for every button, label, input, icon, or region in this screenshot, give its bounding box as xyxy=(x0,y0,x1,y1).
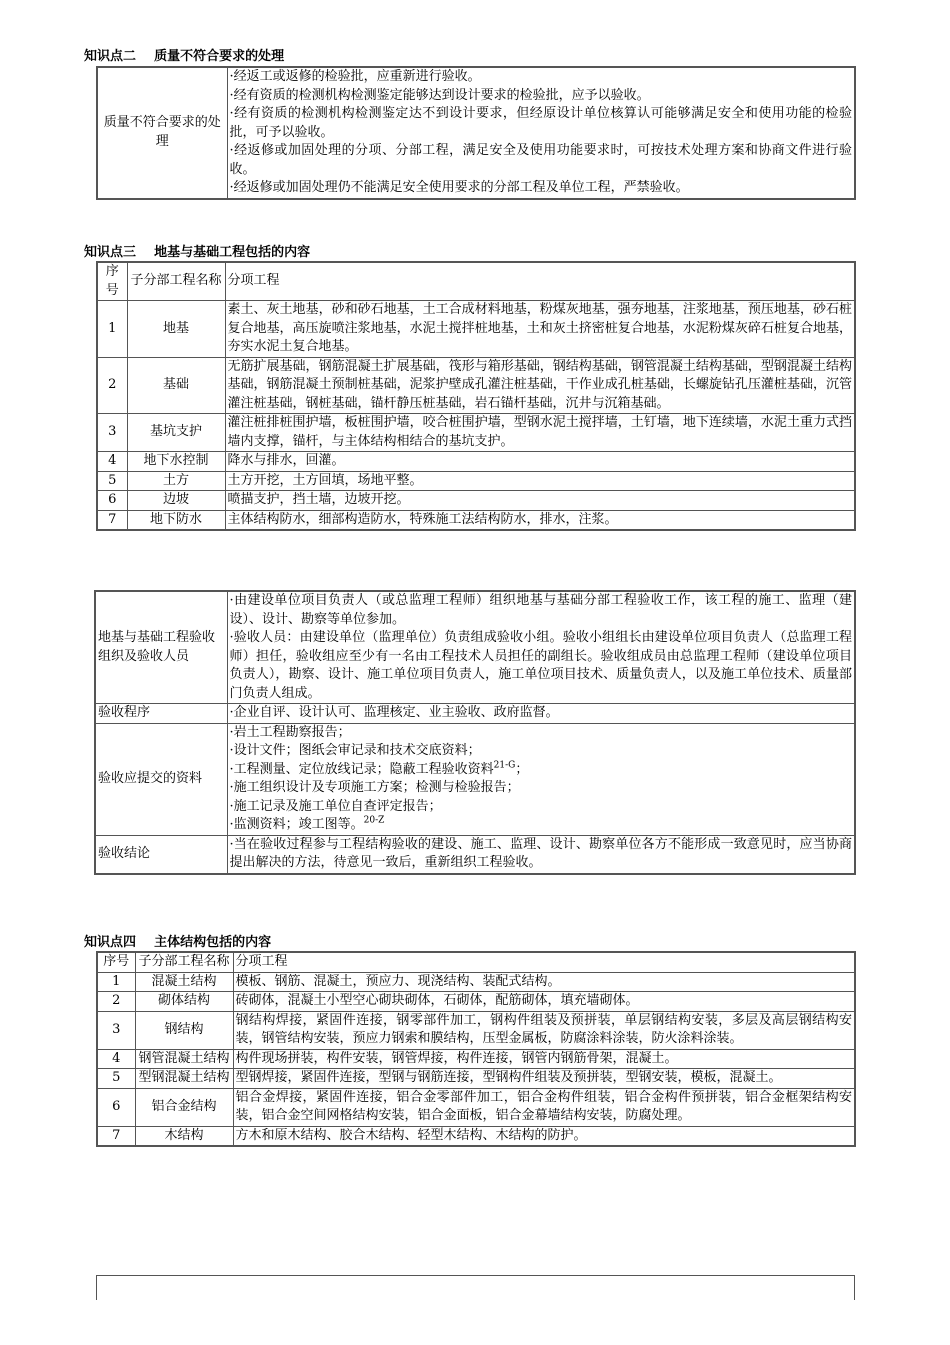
row-items: 模板、钢筋、混凝土，预应力、现浇结构、装配式结构。 xyxy=(233,972,855,992)
table-row xyxy=(97,1126,855,1146)
row-no: 3 xyxy=(97,414,127,452)
acceptance-table xyxy=(94,590,856,875)
row-items: 降水与排水，回灌。 xyxy=(225,452,855,472)
row-no: 2 xyxy=(97,992,135,1012)
row-name: 基础 xyxy=(127,357,225,414)
acceptance-org-content xyxy=(227,591,855,704)
list-item: ·经返修或加固处理仍不能满足安全使用要求的分部工程及单位工程，严禁验收。 xyxy=(229,180,689,195)
row-items: 型钢焊接，紧固件连接，型钢与钢筋连接，型钢构件组装及预拼装，型钢安装，模板，混凝土。 xyxy=(233,1069,855,1089)
list-item: ·验收人员：由建设单位（监理单位）负责组成验收小组。验收小组组长由建设单位项目负责人（总监理工程师）担任，验收组应至少有一名由工程技术人员担任的副组长。验收组成员由总监理工程师（建设单位项目负责人），勘察、设计、施工单位项目负责人，施工单位项目技术、质量负责人，以及施工单位技术、质量部门负责人组成。 xyxy=(229,630,852,701)
quality-nonconformance-table xyxy=(96,66,856,200)
row-no: 6 xyxy=(97,1088,135,1126)
list-item: ·经返工或返修的检验批，应重新进行验收。 xyxy=(229,69,481,84)
table-row xyxy=(97,301,855,358)
acceptance-org-label: 地基与基础工程验收组织及验收人员 xyxy=(95,591,227,704)
list-item: ·施工组织设计及专项施工方案；检测与检验报告； xyxy=(229,780,520,795)
table-row xyxy=(95,704,855,724)
row-name: 地下水控制 xyxy=(127,452,225,472)
row-items: 方木和原木结构、胶合木结构、轻型木结构、木结构的防护。 xyxy=(233,1126,855,1146)
row-no: 7 xyxy=(97,510,127,530)
table-header-row xyxy=(97,262,855,301)
row-items: 构件现场拼装，构件安装，钢管焊接，构件连接，钢管内钢筋骨架，混凝土。 xyxy=(233,1049,855,1069)
list-item: ·经有资质的检测机构检测鉴定能够达到设计要求的检验批，应予以验收。 xyxy=(229,87,650,103)
acceptance-concl-content: ·当在验收过程参与工程结构验收的建设、施工、监理、设计、勘察单位各方不能形成一致意见时，应当协商提出解决的方法，待意见一致后，重新组织工程验收。 xyxy=(227,835,855,874)
list-item-text: ·监测资料；竣工图等。 xyxy=(229,817,364,832)
acceptance-concl-label: 验收结论 xyxy=(95,835,227,874)
row-items: 喷描支护，挡土墙，边坡开挖。 xyxy=(225,491,855,511)
row-no: 7 xyxy=(97,1126,135,1146)
header-no: 序号 xyxy=(97,262,127,301)
list-item-tail: ； xyxy=(515,761,529,777)
row-items: 砖砌体，混凝土小型空心砌块砌体，石砌体，配筋砌体，填充墙砌体。 xyxy=(233,992,855,1012)
foundation-works-table xyxy=(96,261,856,531)
table-header-row xyxy=(97,952,855,972)
acceptance-proc-content: ·企业自评、设计认可、监理核定、业主验收、政府监督。 xyxy=(227,704,855,724)
table-content-cell xyxy=(227,67,855,199)
table-row xyxy=(97,471,855,491)
table-row xyxy=(97,414,855,452)
table-row xyxy=(97,972,855,992)
row-items: 钢结构焊接，紧固件连接，钢零部件加工，钢构件组装及预拼装，单层钢结构安装，多层及高层钢结构安装，钢管结构安装，预应力钢索和膜结构，压型金属板，防腐涂料涂装，防火涂料涂装。 xyxy=(233,1011,855,1049)
acceptance-docs-content xyxy=(227,723,855,835)
main-structure-table xyxy=(96,951,856,1147)
exam-tag: 21-G xyxy=(493,760,516,771)
table-row xyxy=(97,510,855,530)
header-no: 序号 xyxy=(97,952,135,972)
header-name: 子分部工程名称 xyxy=(135,952,233,972)
row-name: 钢管混凝土结构 xyxy=(135,1049,233,1069)
table-row xyxy=(97,1088,855,1126)
row-no: 5 xyxy=(97,1069,135,1089)
table-row xyxy=(97,452,855,472)
table-row xyxy=(95,835,855,874)
header-name: 子分部工程名称 xyxy=(127,262,225,301)
header-items: 分项工程 xyxy=(233,952,855,972)
table-row xyxy=(95,723,855,835)
row-items: 无筋扩展基础，钢筋混凝土扩展基础，筏形与箱形基础，钢结构基础，钢管混凝土结构基础，型钢混凝土结构基础，钢筋混凝土预制桩基础，泥浆护壁成孔灌注桩基础，干作业成孔桩基础，长螺旋钻孔压灌桩基础，沉管灌注桩基础，钢桩基础，锚杆静压桩基础，岩石锚杆基础，沉井与沉箱基础。 xyxy=(225,357,855,414)
row-no: 1 xyxy=(97,301,127,358)
list-item: ·设计文件；图纸会审记录和技术交底资料； xyxy=(229,743,481,758)
row-no: 4 xyxy=(97,452,127,472)
row-name: 钢结构 xyxy=(135,1011,233,1049)
row-name: 基坑支护 xyxy=(127,414,225,452)
row-name: 铝合金结构 xyxy=(135,1088,233,1126)
section-heading-3: 知识点三 地基与基础工程包括的内容 xyxy=(84,245,311,260)
exam-tag: 20-Z xyxy=(363,815,385,826)
row-items: 铝合金焊接，紧固件连接，铝合金零部件加工，铝合金构件组装，铝合金构件预拼装，铝合金框架结构安装，铝合金空间网格结构安装，铝合金面板，铝合金幕墙结构安装，防腐处理。 xyxy=(233,1088,855,1126)
row-items: 主体结构防水，细部构造防水，特殊施工法结构防水，排水，注浆。 xyxy=(225,510,855,530)
table-row xyxy=(97,1069,855,1089)
list-item-text: ·工程测量、定位放线记录；隐蔽工程验收资料 xyxy=(229,761,494,777)
list-item: ·经返修或加固处理的分项、分部工程，满足安全及使用功能要求时，可按技术处理方案和协商文件进行验收。 xyxy=(229,143,852,177)
row-name: 地基 xyxy=(127,301,225,358)
list-item: ·经有资质的检测机构检测鉴定达不到设计要求，但经原设计单位核算认可能够满足安全和使用功能的检验批，可予以验收。 xyxy=(229,106,852,140)
row-no: 1 xyxy=(97,972,135,992)
row-name: 混凝土结构 xyxy=(135,972,233,992)
table-label-cell: 质量不符合要求的处理 xyxy=(97,67,227,199)
row-no: 3 xyxy=(97,1011,135,1049)
table-row xyxy=(95,591,855,704)
table-row xyxy=(97,357,855,414)
row-name: 型钢混凝土结构 xyxy=(135,1069,233,1089)
list-item: ·施工记录及施工单位自查评定报告； xyxy=(229,798,442,814)
table-row xyxy=(97,992,855,1012)
row-items: 土方开挖，土方回填，场地平整。 xyxy=(225,471,855,491)
row-name: 土方 xyxy=(127,471,225,491)
table-row xyxy=(97,1049,855,1069)
row-items: 素土、灰土地基，砂和砂石地基，土工合成材料地基，粉煤灰地基，强夯地基，注浆地基，预压地基，砂石桩复合地基，高压旋喷注浆地基，水泥土搅拌桩地基，土和灰土挤密桩复合地基，水泥粉煤灰碎石桩复合地基，夯实水泥土复合地基。 xyxy=(225,301,855,358)
list-item: ·由建设单位项目负责人（或总监理工程师）组织地基与基础分部工程验收工作，该工程的施工、监理（建设）、设计、勘察等单位参加。 xyxy=(229,593,852,627)
row-name: 边坡 xyxy=(127,491,225,511)
row-name: 地下防水 xyxy=(127,510,225,530)
table-row xyxy=(97,491,855,511)
next-table-fragment xyxy=(96,1275,855,1300)
section-heading-2: 知识点二 质量不符合要求的处理 xyxy=(84,49,285,64)
row-no: 4 xyxy=(97,1049,135,1069)
row-name: 砌体结构 xyxy=(135,992,233,1012)
row-items: 灌注桩排桩围护墙，板桩围护墙，咬合桩围护墙，型钢水泥土搅拌墙，土钉墙，地下连续墙，水泥土重力式挡墙内支撑，锚杆，与主体结构相结合的基坑支护。 xyxy=(225,414,855,452)
row-name: 木结构 xyxy=(135,1126,233,1146)
list-item xyxy=(230,816,853,835)
acceptance-proc-label: 验收程序 xyxy=(95,704,227,724)
list-item: ·岩土工程勘察报告； xyxy=(229,724,351,740)
header-items: 分项工程 xyxy=(225,262,855,301)
row-no: 2 xyxy=(97,357,127,414)
list-item xyxy=(230,761,853,780)
table-row xyxy=(97,1011,855,1049)
acceptance-docs-label: 验收应提交的资料 xyxy=(95,723,227,835)
row-no: 5 xyxy=(97,471,127,491)
section-heading-4: 知识点四 主体结构包括的内容 xyxy=(84,935,272,950)
row-no: 6 xyxy=(97,491,127,511)
